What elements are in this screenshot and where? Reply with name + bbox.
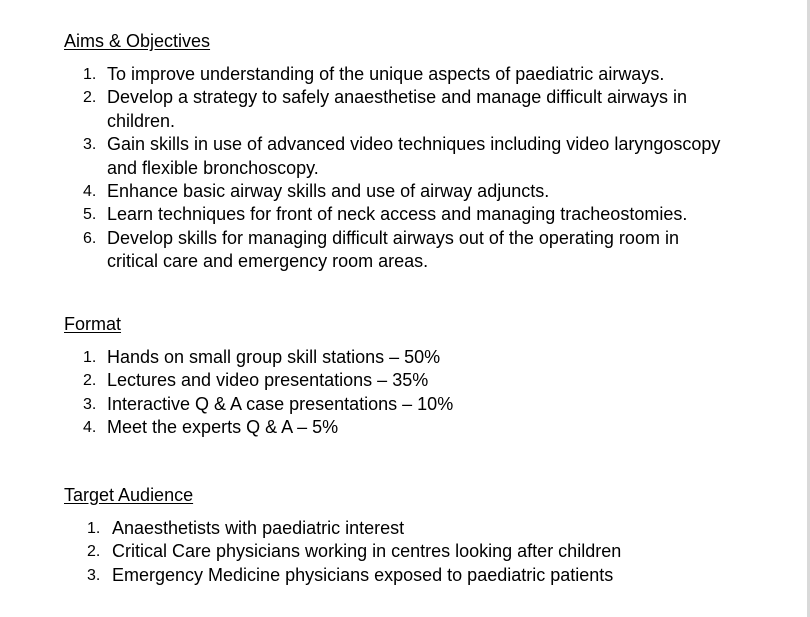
list-item-number: 3. (83, 136, 97, 154)
list-item-text: Lectures and video presentations – 35% (107, 370, 429, 391)
list-item-text: Develop skills for managing difficult airways out of the operating room in critical care and emergency room areas. (107, 227, 679, 272)
list-item-number: 1. (83, 66, 97, 83)
list-item (64, 86, 727, 133)
list-item-number: 4. (83, 183, 97, 201)
list-item-text: Meet the experts Q & A – 5% (107, 417, 339, 438)
list-item-number: 6. (83, 229, 97, 247)
list-item-number: 3. (83, 395, 97, 413)
list-item (64, 416, 784, 439)
list-item (64, 133, 727, 180)
list-item (64, 369, 784, 392)
list-item (64, 203, 727, 226)
target-audience-list (64, 517, 784, 587)
list-item-text: Interactive Q & A case presentations – 10% (107, 393, 454, 414)
aims-objectives-heading: Aims & Objectives (64, 31, 211, 51)
list-item-text: Enhance basic airway skills and use of airway adjuncts. (107, 181, 550, 202)
format-heading: Format (64, 314, 122, 334)
aims-objectives-list (64, 63, 784, 274)
list-item-number: 1. (87, 520, 101, 537)
list-item-text: Anaesthetists with paediatric interest (112, 518, 405, 538)
list-item-number: 5. (83, 206, 97, 224)
list-item (64, 346, 784, 369)
list-item-number: 4. (83, 419, 97, 437)
list-item-text: Develop a strategy to safely anaesthetise and manage difficult airways in children. (107, 87, 687, 131)
list-item (64, 63, 727, 86)
list-item (64, 540, 784, 563)
list-item-text: Learn techniques for front of neck access and managing tracheostomies. (107, 204, 688, 225)
list-item-number: 2. (83, 89, 97, 107)
list-item-text: To improve understanding of the unique aspects of paediatric airways. (107, 64, 665, 84)
list-item-number: 1. (83, 349, 97, 366)
list-item (64, 393, 784, 416)
target-audience-section (64, 484, 784, 587)
format-section (64, 313, 784, 440)
list-item-text: Hands on small group skill stations – 50% (107, 347, 441, 367)
list-item-number: 2. (83, 372, 97, 390)
list-item-number: 2. (87, 543, 101, 561)
list-item-text: Gain skills in use of advanced video techniques including video laryngoscopy and flexible bronchoscopy. (107, 134, 721, 178)
list-item-number: 3. (87, 566, 101, 584)
list-item (64, 227, 727, 274)
list-item (64, 517, 784, 540)
list-item (64, 564, 784, 587)
list-item (64, 180, 727, 203)
list-item-text: Critical Care physicians working in centres looking after children (112, 541, 622, 562)
format-list (64, 346, 784, 440)
aims-objectives-section (64, 30, 784, 274)
target-audience-heading: Target Audience (64, 485, 194, 505)
list-item-text: Emergency Medicine physicians exposed to paediatric patients (112, 564, 614, 585)
